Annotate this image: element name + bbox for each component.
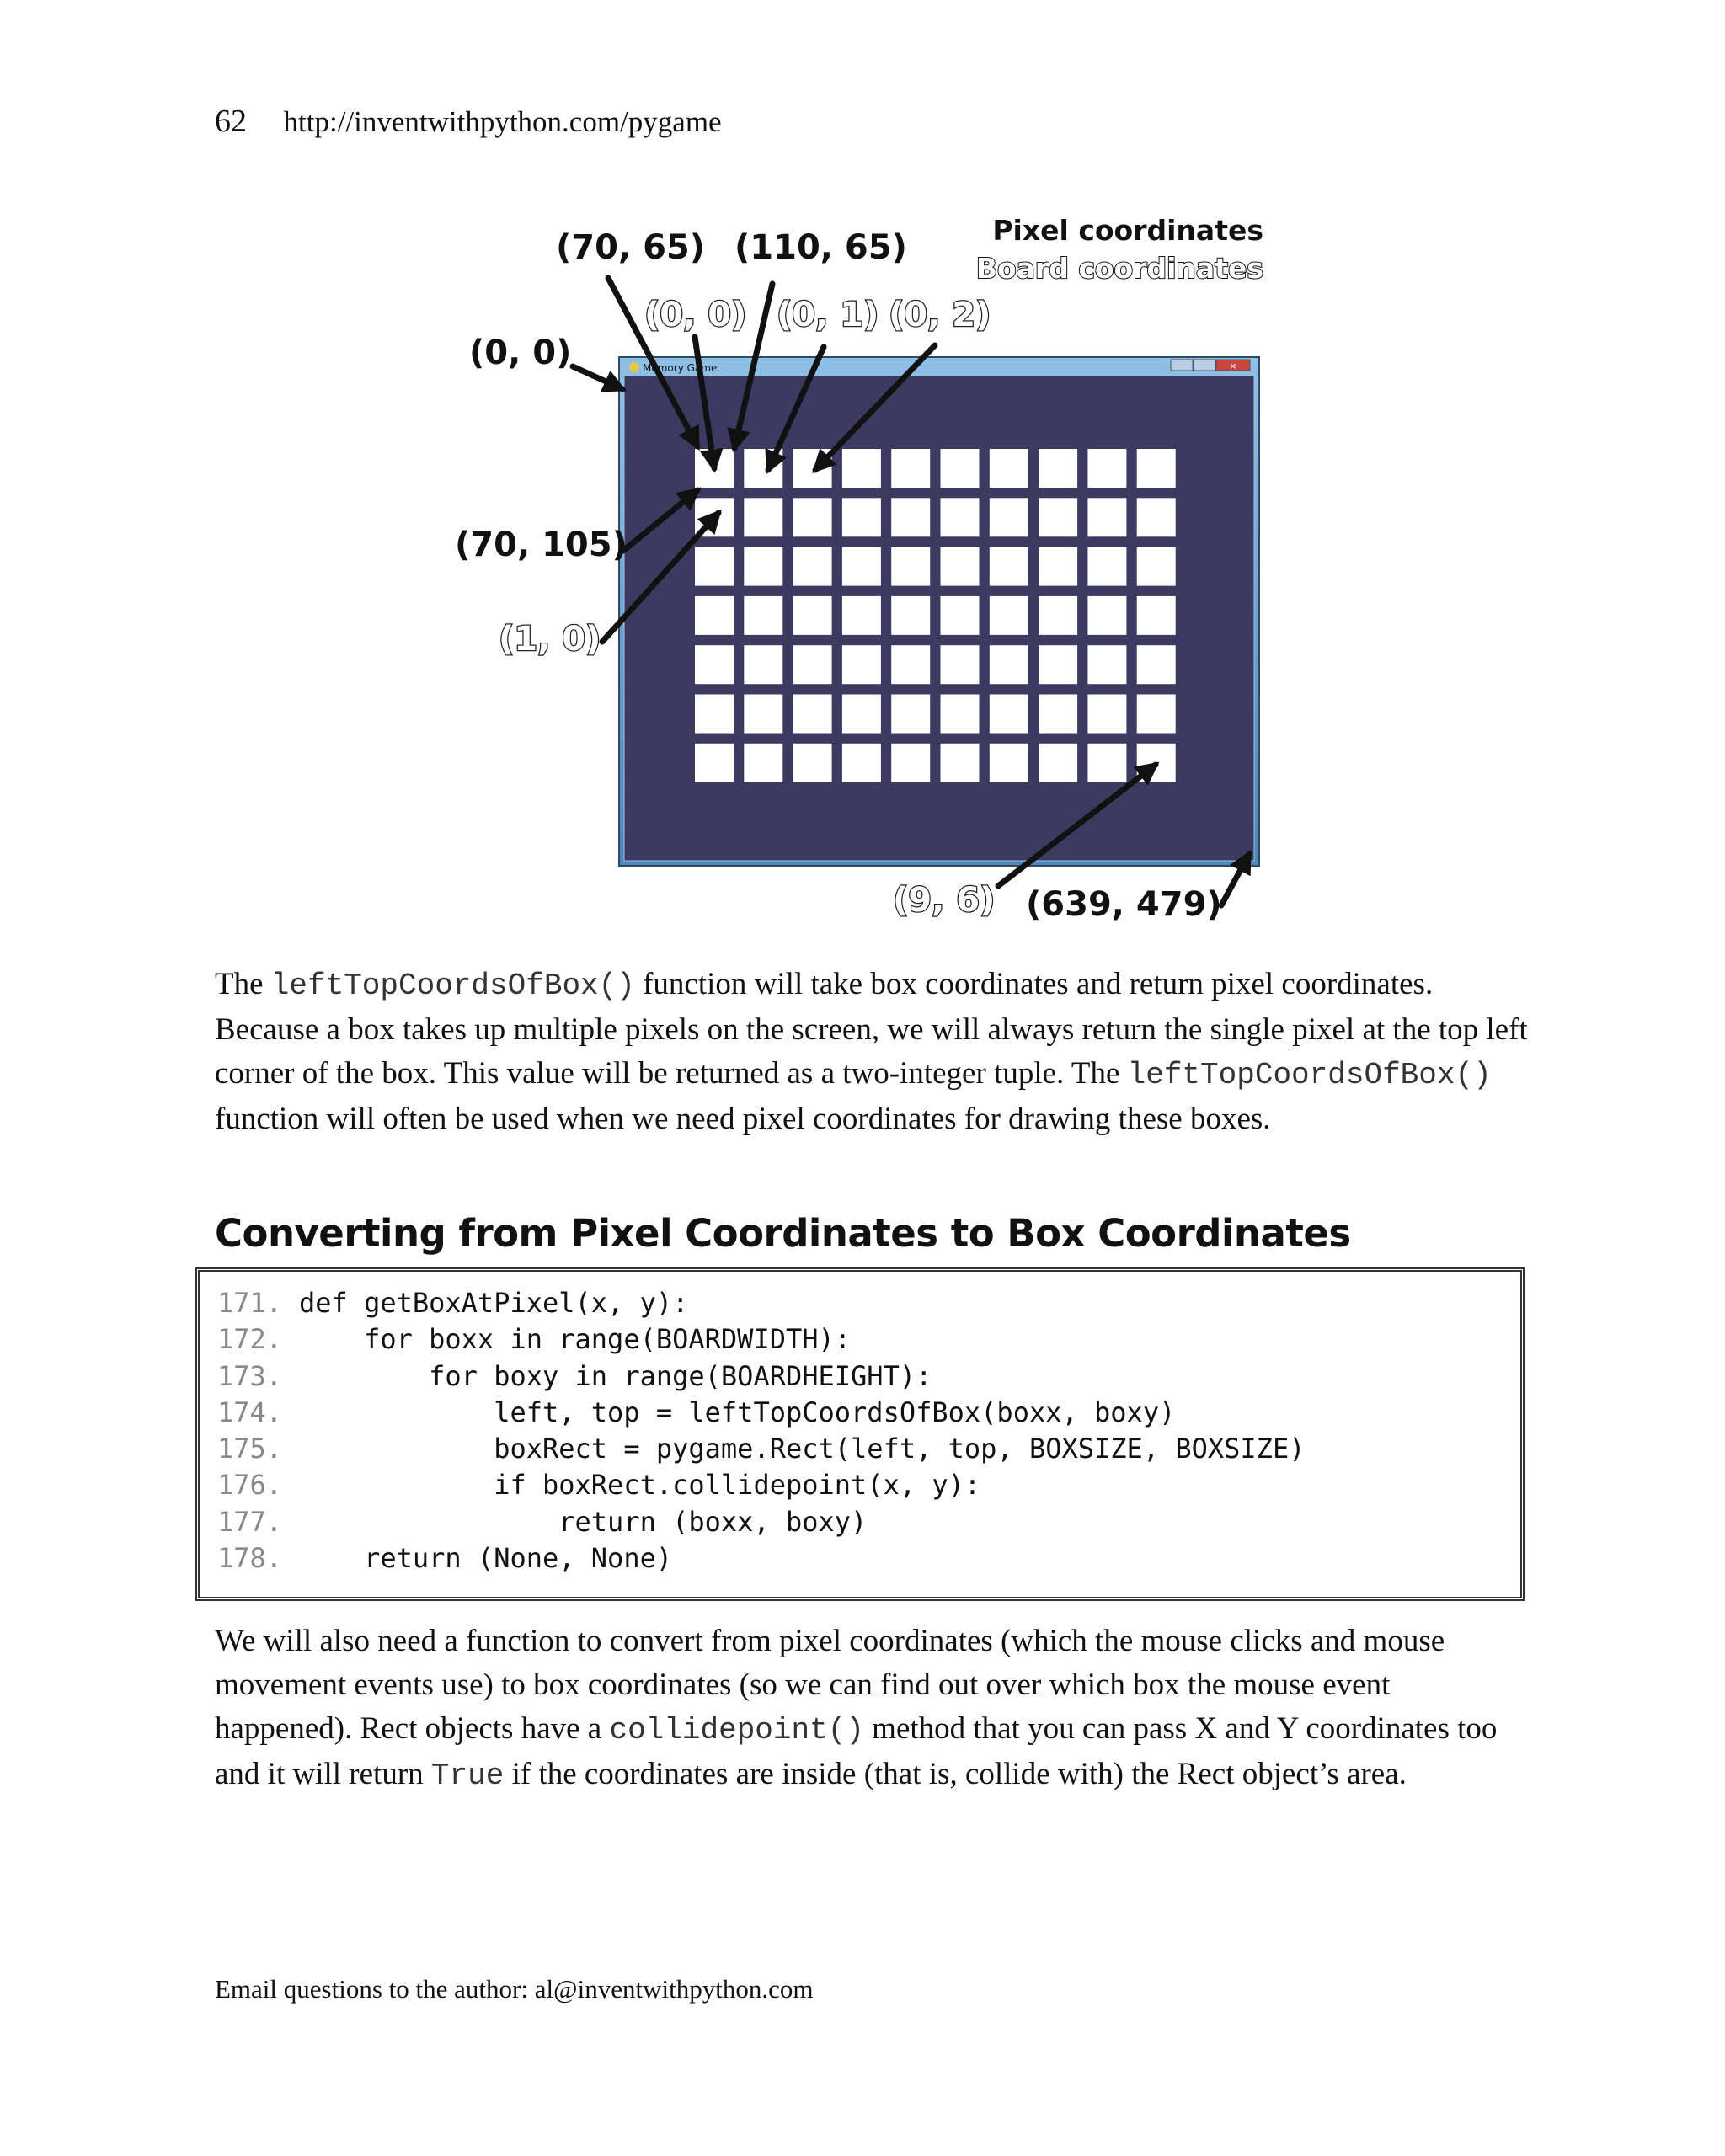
board-box [1087, 547, 1126, 586]
board-box [941, 596, 980, 635]
board-box [990, 645, 1028, 684]
board-box [842, 695, 881, 734]
label-board-0-2: (0, 2) [889, 296, 991, 334]
label-board-9-6: (9, 6) [893, 881, 996, 920]
board-box [990, 744, 1028, 782]
para1-code-2: leftTopCoordsOfBox() [1127, 1058, 1492, 1092]
board-box [793, 695, 832, 734]
code-line: 171. def getBoxAtPixel(x, y): [217, 1287, 689, 1319]
code-line: 174. left, top = leftTopCoordsOfBox(boxx, boxy) [217, 1396, 1176, 1428]
label-pixel-639-479: (639, 479) [1026, 885, 1222, 924]
board-box [1137, 547, 1176, 586]
para1-text-1: The [215, 967, 271, 1001]
paragraph-left-top-coords [215, 963, 1529, 1141]
board-box [1039, 695, 1077, 734]
board-box [695, 645, 734, 684]
label-pixel-110-65: (110, 65) [734, 228, 907, 267]
board-box [842, 449, 881, 488]
board-box [695, 547, 734, 586]
board-box [941, 547, 980, 586]
board-box [891, 547, 930, 586]
close-icon: × [1229, 360, 1237, 371]
board-box [1087, 449, 1126, 488]
board-box [842, 744, 881, 782]
board-box [842, 596, 881, 635]
board-box [793, 744, 832, 782]
board-box [793, 547, 832, 586]
label-board-0-1: (0, 1) [777, 296, 879, 334]
para1-text-3: function will often be used when we need pixel coordinates for drawing these boxes. [215, 1102, 1271, 1136]
board-box [990, 498, 1028, 536]
board-box [1087, 695, 1126, 734]
page-number: 62 [215, 104, 247, 139]
board-box [990, 695, 1028, 734]
code-line: 173. for boxy in range(BOARDHEIGHT): [217, 1359, 932, 1392]
board-box [744, 547, 782, 586]
board-box [1039, 547, 1077, 586]
board-box [744, 596, 782, 635]
header-url: http://inventwithpython.com/pygame [283, 105, 722, 138]
coordinates-figure [421, 202, 1331, 926]
label-pixel-70-105: (70, 105) [455, 526, 628, 564]
page-footer: Email questions to the author: al@inventwithpython.com [215, 1974, 814, 2004]
para1-code-1: leftTopCoordsOfBox() [270, 969, 635, 1003]
board-box [990, 596, 1028, 635]
code-line: 177. return (boxx, boxy) [217, 1505, 868, 1538]
board-box [1039, 449, 1077, 488]
label-pixel-0-0: (0, 0) [469, 334, 572, 372]
pygame-icon [629, 362, 639, 372]
label-board-0-0: (0, 0) [644, 296, 747, 334]
board-box [891, 645, 930, 684]
board-box [695, 744, 734, 782]
board-box [744, 744, 782, 782]
board-box [941, 498, 980, 536]
board-box [1087, 596, 1126, 635]
legend-board: Board coordinates [975, 252, 1263, 285]
board-box [1137, 596, 1176, 635]
para2-text-2: method that you can pass X and Y coordinates too and it will return [215, 1711, 1498, 1791]
board-box [1039, 498, 1077, 536]
board-box [793, 596, 832, 635]
board-box [1137, 645, 1176, 684]
board-box [1039, 596, 1077, 635]
board-box [744, 645, 782, 684]
board-box [891, 498, 930, 536]
board-box [744, 695, 782, 734]
window-title: Memory Game [643, 362, 718, 374]
board-box [941, 645, 980, 684]
para1-text-2: function will take box coordinates and return pixel coordinates. Because a box takes up multiple pixels on the screen, we will always return the single pixel at the top left corner of the box. This value will be returned as a two-integer tuple. The [215, 967, 1528, 1091]
code-line: 172. for boxx in range(BOARDWIDTH): [217, 1323, 852, 1356]
label-board-1-0: (1, 0) [499, 620, 601, 659]
legend-pixel: Pixel coordinates [992, 214, 1263, 247]
board-box [990, 449, 1028, 488]
board-box [941, 695, 980, 734]
para2-code-2: True [430, 1758, 505, 1793]
para2-text-1: We will also need a function to convert from pixel coordinates (which the mouse clicks and mouse movement events use) to box coordinates (so we can find out over which box the mouse event happened). Rect objects have a [215, 1624, 1445, 1746]
code-listing [195, 1267, 1525, 1601]
maximize-button[interactable] [1194, 360, 1215, 371]
board-box [842, 547, 881, 586]
page-header [215, 103, 722, 140]
board-box [891, 744, 930, 782]
code-line: 178. return (None, None) [217, 1542, 673, 1575]
board-box [1137, 498, 1176, 536]
board-box [695, 695, 734, 734]
board-box [793, 498, 832, 536]
board-box [842, 645, 881, 684]
para2-code-1: collidepoint() [609, 1713, 864, 1748]
para2-text-3: if the coordinates are inside (that is, collide with) the Rect object’s area. [504, 1757, 1407, 1791]
board-box [941, 744, 980, 782]
board-box [842, 498, 881, 536]
board-box [891, 695, 930, 734]
minimize-button[interactable] [1171, 360, 1193, 371]
board-box [744, 498, 782, 536]
board-box [941, 449, 980, 488]
board-box [1137, 449, 1176, 488]
section-heading: Converting from Pixel Coordinates to Box Coordinates [215, 1211, 1351, 1256]
board-box [990, 547, 1028, 586]
board-box [1137, 695, 1176, 734]
label-pixel-70-65: (70, 65) [556, 228, 706, 267]
board-box [1087, 645, 1126, 684]
board-box [1087, 744, 1126, 782]
arrow-0-0 [573, 366, 622, 389]
board-box [1087, 498, 1126, 536]
paragraph-collidepoint [215, 1620, 1529, 1798]
code-line: 176. if boxRect.collidepoint(x, y): [217, 1469, 981, 1502]
board-box [891, 596, 930, 635]
board-box [891, 449, 930, 488]
board-box [1039, 645, 1077, 684]
board-box [1039, 744, 1077, 782]
board-box [695, 596, 734, 635]
code-line: 175. boxRect = pygame.Rect(left, top, BOXSIZE, BOXSIZE) [217, 1433, 1306, 1465]
board-box [793, 645, 832, 684]
